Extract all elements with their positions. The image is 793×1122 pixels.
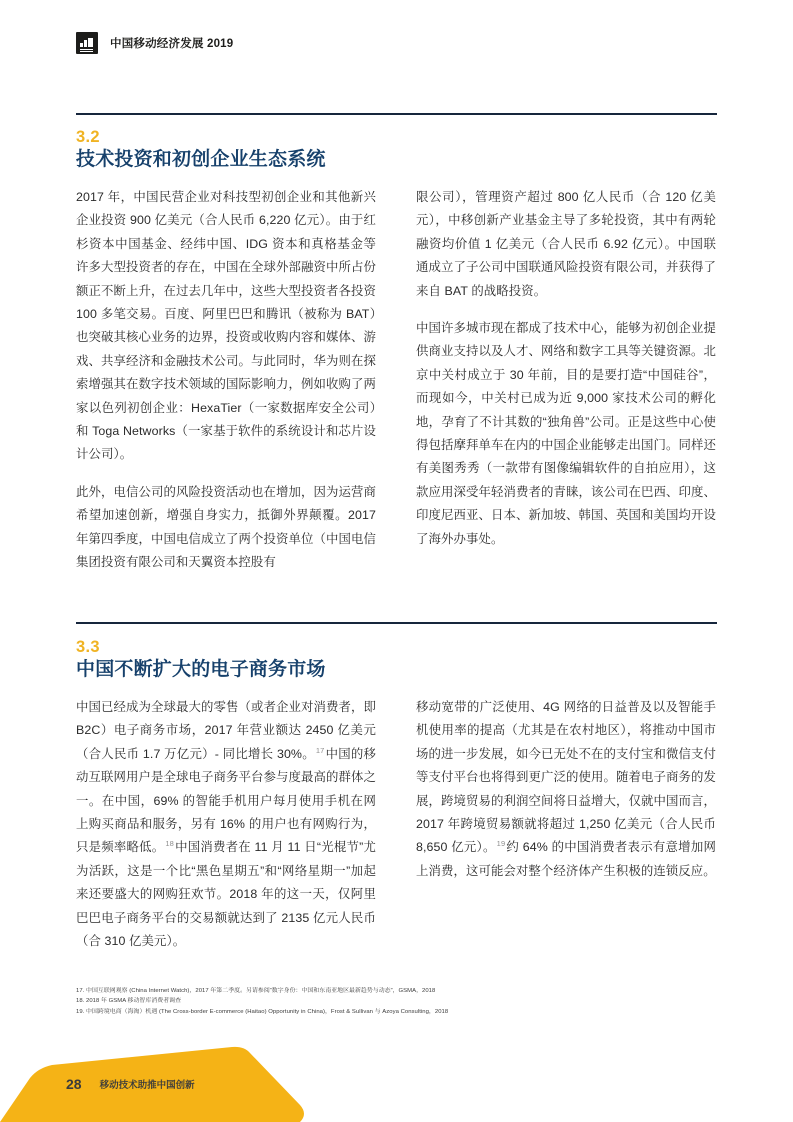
- column-right-3-2: [416, 186, 716, 551]
- footer-label: 移动技术助推中国创新: [99, 1080, 195, 1091]
- footnote-item: 18. 2018 年 GSMA 移动智库消费者调查: [76, 998, 182, 1005]
- paragraph: 中国许多城市现在都成了技术中心，能够为初创企业提供商业支持以及人才、网络和数字工具等关键资源。北京中关村成立于 30 年前，目的是要打造“中国硅谷”，而现如今，中关村已成为近 9,000 家技术公司的孵化地，孕育了不计其数的“独角兽”公司。正是这些中心使得包括摩拜单车在内的中国企业能够走出国门。同样还有美图秀秀（一款带有图像编辑软件的自拍应用），这款应用深受年轻消费者的青睐，该公司在巴西、印度、印度尼西亚、日本、新加坡、韩国、英国和美国均开设了海外办事处。: [416, 320, 716, 546]
- paragraph: [416, 696, 716, 883]
- two-column-body-3-3: [76, 696, 717, 953]
- footnote-marker[interactable]: 19: [496, 839, 506, 849]
- document-title: 中国移动经济发展 2019: [110, 38, 234, 50]
- footnote-marker[interactable]: 18: [165, 839, 174, 849]
- paragraph-text: 约 64% 的中国消费者表示有意增加网上消费，这可能会对整个经济体产生积极的连锁反应。: [416, 840, 716, 878]
- paragraph: 限公司），管理资产超过 800 亿人民币（合 120 亿美元），中移创新产业基金主导了多轮投资，其中有两轮融资均价值 1 亿美元（合人民币 6.92 亿元）。中国联通成立了子公司中国联通风险投资有限公司，并获得了来自 BAT 的战略投资。: [416, 189, 716, 298]
- divider-top: [76, 113, 717, 115]
- paragraph-text: 中国消费者在 11 月 11 日“光棍节”尤为活跃，这是一个比“黑色星期五”和“网络星期一”加起来还要盛大的网购狂欢节。2018 年的这一天，仅阿里巴巴电子商务平台的交易额就达到了 2135 亿元人民币（合 310 亿美元）。: [76, 840, 377, 948]
- section-number-3-3: 3.3: [76, 638, 100, 656]
- footnote-marker[interactable]: 17: [315, 745, 325, 755]
- paragraph-text: 中国的移动互联网用户是全球电子商务平台参与度最高的群体之一。在中国，69% 的智能手机用户每月使用手机在网上购买商品和服务，另有 16% 的用户也有网购行为，只是频率略低。: [76, 746, 376, 855]
- paragraph-text: 中国已经成为全球最大的零售（或者企业对消费者，即 B2C）电子商务市场，2017 年营业额达 2450 亿美元（合人民币 1.7 万亿元）- 同比增长 30%。: [76, 699, 376, 761]
- section-title-3-3: 中国不断扩大的电子商务市场: [76, 659, 326, 681]
- page-header: [76, 32, 233, 54]
- paragraph-text: 移动宽带的广泛使用、4G 网络的日益普及以及智能手机使用率的提高（尤其是在农村地区），将推动中国市场的进一步发展，如今已无处不在的支付宝和微信支付等支付平台也将得到更广泛的使用。随着电子商务的发展，跨境贸易的利润空间将日益增大，仅就中国而言，2017 年跨境贸易额就将超过 1,250 亿美元（合人民币 8,650 亿元）。: [416, 699, 716, 855]
- footnotes-list: [76, 986, 736, 1017]
- paragraph: 2017 年，中国民营企业对科技型初创企业和其他新兴企业投资 900 亿美元（合人民币 6,220 亿元）。由于红杉资本中国基金、经纬中国、IDG 资本和真格基金等许多大型投资者的存在，中国在全球外部融资中所占份额正不断上升，在过去几年中，这些大型投资者各投资 100 多笔交易。百度、阿里巴巴和腾讯（被称为 BAT）也突破其核心业务的边界，投资或收购内容和媒体、游戏、共享经济和金融技术公司。与此同时，华为则在探索增强其在数字技术领域的国际影响力，例如收购了两家以色列初创企业：HexaTier（一家数据库安全公司）和 Toga Networks（一家基于软件的系统设计和芯片设计公司）。: [76, 189, 376, 462]
- section-3-2: [76, 128, 717, 574]
- two-column-body-3-2: [76, 186, 717, 575]
- paragraph: 此外，电信公司的风险投资活动也在增加，因为运营商希望加速创新，增强自身实力，抵御外界颠覆。2017 年第四季度，中国电信成立了两个投资单位（中国电信集团投资有限公司和天翼资本控股有: [76, 484, 376, 569]
- section-number-3-2: 3.2: [76, 128, 100, 146]
- column-right-3-3: [416, 696, 716, 883]
- section-title-3-2: 技术投资和初创企业生态系统: [76, 149, 326, 171]
- footnote-item: 19. 中国跨境电商（海淘）机遇 (The Cross-border E-commerce (Haitao) Opportunity in China)，Frost & Sullivan 与 Azoya Consulting，2018: [76, 1008, 449, 1015]
- paragraph: [76, 696, 376, 953]
- page-footer: [0, 1030, 360, 1122]
- column-left-3-3: [76, 696, 376, 953]
- footnote-item: 17. 中国互联网观察 (China Internet Watch)，2017 年第二季度。另请参阅“数字身份：中国和东南亚地区最新趋势与动态”，GSMA，2018: [76, 988, 436, 994]
- column-left-3-2: [76, 186, 376, 575]
- divider-middle: [76, 622, 717, 624]
- section-3-3: [76, 638, 717, 953]
- page-number: 28: [66, 1076, 82, 1092]
- bar-chart-logo-icon: [76, 32, 98, 54]
